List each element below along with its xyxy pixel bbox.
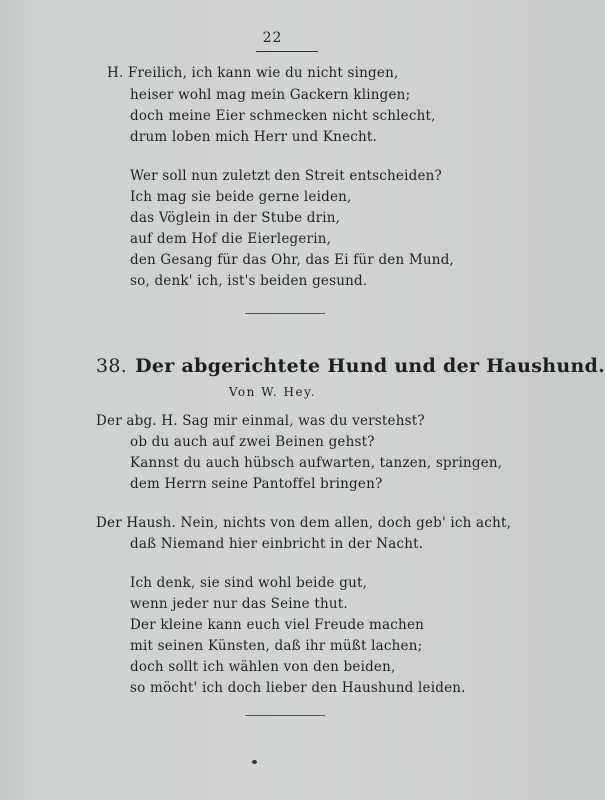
poem-title-text: Der abgerichtete Hund und der Haushund. [135, 355, 605, 377]
page-number-rule [256, 51, 318, 52]
verse-line: daß Niemand hier einbricht in der Nacht. [130, 536, 424, 552]
verse-line: das Vöglein in der Stube drin, [130, 210, 341, 226]
verse-line: doch meine Eier schmecken nicht schlecht, [130, 108, 436, 124]
ink-dot [252, 760, 257, 764]
verse-line: Der Haush. Nein, nichts von dem allen, doch geb' ich acht, [96, 515, 512, 531]
verse-line: drum loben mich Herr und Knecht. [130, 129, 378, 145]
verse-line: den Gesang für das Ohr, das Ei für den Mund, [130, 252, 455, 268]
verse-line: dem Herrn seine Pantoffel bringen? [130, 476, 383, 492]
verse-line: auf dem Hof die Eierlegerin, [130, 231, 332, 247]
section-separator [245, 313, 325, 314]
verse-line: so möcht' ich doch lieber den Haushund leiden. [130, 680, 466, 696]
verse-line: Ich denk, sie sind wohl beide gut, [130, 575, 368, 591]
verse-line: Ich mag sie beide gerne leiden, [130, 189, 352, 205]
poem-title [96, 355, 605, 377]
page-number: 22 [262, 30, 283, 46]
verse-line: Wer soll nun zuletzt den Streit entscheiden? [130, 168, 442, 184]
verse-line: H. Freilich, ich kann wie du nicht singen, [107, 65, 399, 81]
verse-line: Kannst du auch hübsch aufwarten, tanzen, springen, [130, 455, 503, 471]
verse-line: Der abg. H. Sag mir einmal, was du verstehst? [96, 413, 425, 429]
verse-line: heiser wohl mag mein Gackern klingen; [130, 87, 411, 103]
poem-number: 38. [96, 355, 128, 377]
verse-line: doch sollt ich wählen von den beiden, [130, 659, 396, 675]
verse-line: so, denk' ich, ist's beiden gesund. [130, 273, 368, 289]
section-separator [245, 715, 325, 716]
verse-line: wenn jeder nur das Seine thut. [130, 596, 348, 612]
poem-author: Von W. Hey. [228, 385, 317, 399]
verse-line: mit seinen Künsten, daß ihr müßt lachen; [130, 638, 423, 654]
verse-line: Der kleine kann euch viel Freude machen [130, 617, 425, 633]
verse-line: ob du auch auf zwei Beinen gehst? [130, 434, 375, 450]
